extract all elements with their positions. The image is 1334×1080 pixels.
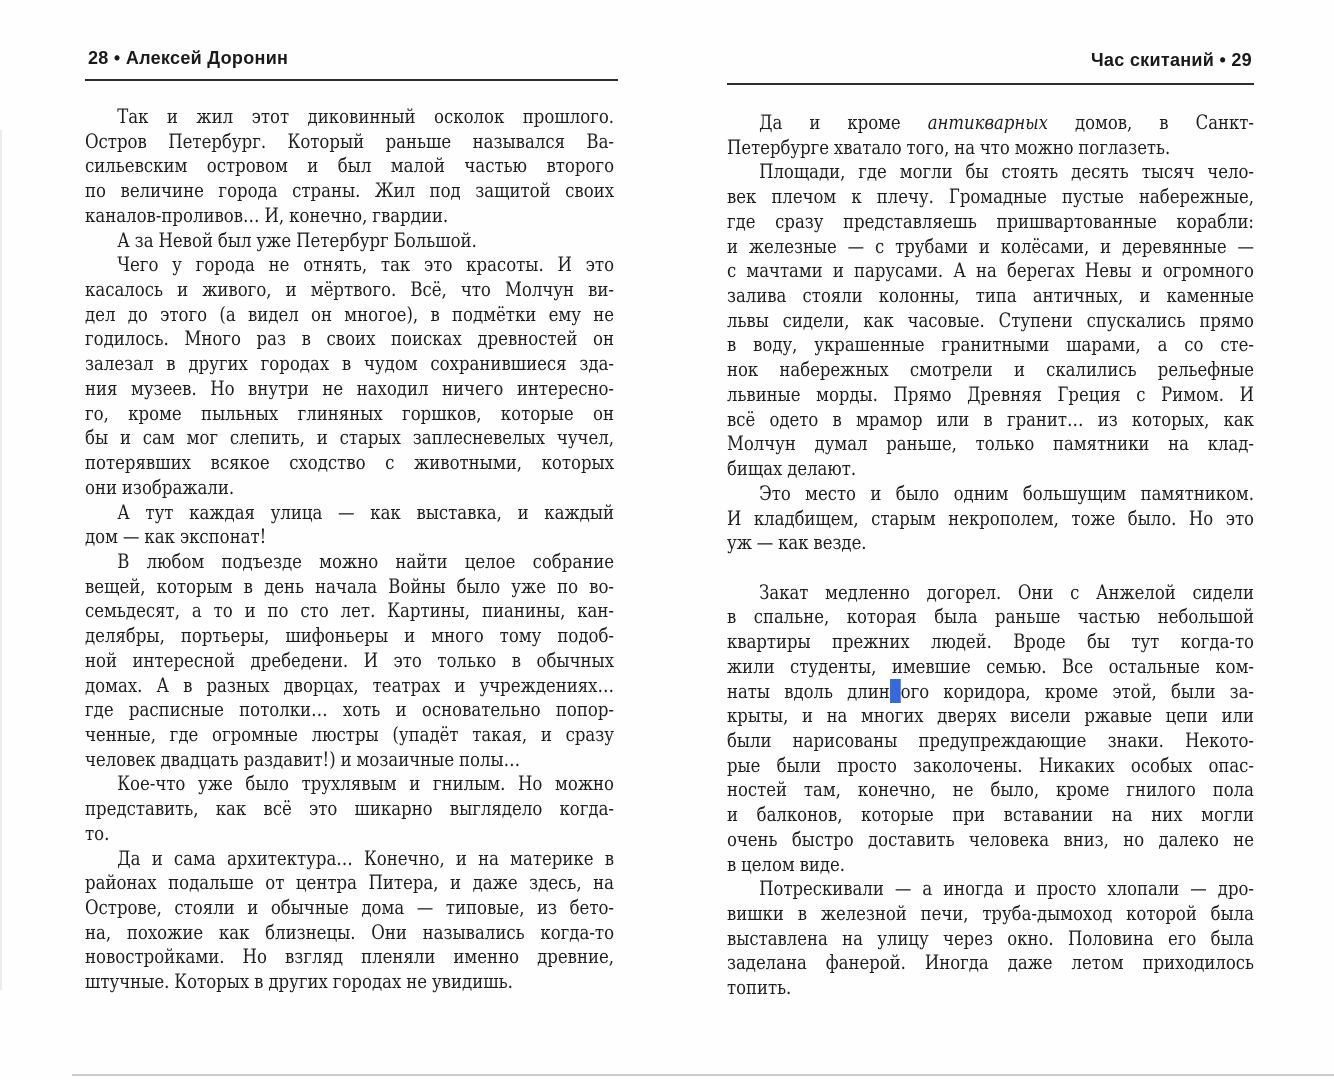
text-line (85, 475, 614, 500)
text-line (85, 747, 614, 772)
text-line (727, 506, 1254, 531)
text-line (727, 407, 1254, 432)
text-segment: в воду, украшенные гранитными шарами, а со сте- (727, 332, 1254, 357)
text-segment: Чего у города не отнять, так это красоты. И это (117, 252, 615, 277)
text-cursor: н (889, 678, 901, 703)
scan-left-edge (0, 130, 2, 990)
text-segment: и железные — с трубами и колёсами, и деревянные — (727, 233, 1254, 258)
text-line (85, 821, 614, 846)
text-segment: ной интересной дребедени. И это только в обычных (85, 647, 615, 672)
text-segment: человек двадцать раздавит!) и мозаичные полы… (85, 746, 521, 771)
text-line (727, 802, 1254, 827)
text-segment: В любом подъезде можно найти целое собрание (117, 548, 615, 573)
text-segment: крыты, и на многих дверях висели ржавые цепи или (727, 703, 1254, 728)
text-line (727, 357, 1254, 382)
text-segment: в целом виде. (727, 851, 845, 876)
text-line (85, 623, 614, 648)
text-segment: квартиры прежних людей. Вроде бы тут когда-то (727, 629, 1254, 654)
text-line (85, 944, 614, 969)
text-segment: домов, в Санкт- (1047, 110, 1254, 134)
text-line (85, 648, 614, 673)
text-line (727, 827, 1254, 852)
text-line (727, 530, 1254, 555)
text-line (85, 129, 614, 154)
text-segment: представить, как всё это шикарно выглядело когда- (85, 796, 615, 821)
text-segment: очень быстро доставить человека вниз, но далеко не (727, 826, 1254, 851)
text-segment: наты вдоль длин (727, 678, 890, 703)
text-segment: дел до этого (а видел он многое), в подмётки ему не (85, 301, 615, 326)
text-line (85, 500, 614, 525)
text-segment: были нарисованы предупреждающие знаки. Некото- (727, 727, 1254, 752)
text-line (727, 159, 1254, 184)
text-segment: бы и сам мог слепить, и старых заплесневелых чучел, (85, 425, 615, 450)
text-segment: А тут каждая улица — как выставка, и каждый (117, 499, 615, 524)
text-segment: Так и жил этот диковинный осколок прошлого. (117, 104, 615, 128)
text-segment: Это место и было одним большущим памятником. (759, 480, 1254, 505)
text-line (727, 654, 1254, 679)
text-segment: И кладбищем, старым некрополем, тоже было. Но это (727, 505, 1254, 530)
text-segment: ого коридора, кроме этой, были за- (900, 678, 1254, 703)
text-segment: ния музеев. Но внутри не находил ничего интересно- (85, 375, 615, 400)
text-line (85, 203, 614, 228)
text-segment: бищах делают. (727, 456, 857, 481)
text-line (727, 110, 1254, 135)
text-line (727, 604, 1254, 629)
left-header-rule (85, 79, 618, 81)
text-segment: вишки в железной печи, труба-дымоход которой была (727, 901, 1254, 925)
text-segment: Кое-что уже было трухлявым и гнилым. Но можно (117, 771, 615, 796)
left-page-header: 28 • Алексей Доронин (88, 48, 289, 68)
text-segment: Потрескивали — а иногда и просто хлопали — дро- (759, 876, 1254, 901)
text-line (727, 431, 1254, 456)
text-line (85, 302, 614, 327)
text-segment: каналов-проливов… И, конечно, гвардии. (85, 202, 449, 227)
text-line (85, 277, 614, 302)
text-line (727, 258, 1254, 283)
text-line (85, 326, 614, 351)
text-line (727, 679, 1254, 704)
text-line (727, 308, 1254, 333)
text-line (85, 153, 614, 178)
text-line (727, 481, 1254, 506)
text-line (85, 574, 614, 599)
text-segment: жили студенты, имевшие семью. Все остальные ком- (727, 653, 1254, 678)
text-segment: по величине города страны. Жил под защитой своих (85, 178, 615, 203)
text-segment: дом — как экспонат! (85, 524, 267, 549)
text-line (727, 728, 1254, 753)
text-line (727, 184, 1254, 209)
text-segment: Молчун думал раньше, только памятники на клад- (727, 431, 1254, 456)
text-line (727, 382, 1254, 407)
text-segment: топить. (727, 975, 792, 1000)
text-segment: уж — как везде. (727, 530, 867, 555)
text-line (85, 771, 614, 796)
text-line (727, 753, 1254, 778)
text-segment: и балконов, которые при вставании на них могли (727, 802, 1254, 827)
text-line (85, 401, 614, 426)
text-line (727, 950, 1254, 975)
scan-bottom-edge (72, 1074, 1334, 1076)
text-segment: где сразу представляешь пришвартованные корабли: (727, 208, 1254, 233)
text-segment: на, похожие как близнецы. Они назывались когда-то (85, 919, 615, 944)
text-segment: домах. А в разных дворцах, театрах и учреждениях… (85, 672, 615, 697)
left-page-body (85, 104, 614, 994)
text-segment: львы сидели, как часовые. Ступени спускались прямо (727, 307, 1254, 332)
text-line (727, 209, 1254, 234)
text-segment: заделана фанерой. Иногда даже летом приходилось (727, 950, 1254, 975)
text-segment: Да и кроме (759, 110, 928, 134)
text-line (85, 524, 614, 549)
text-segment: го, кроме пыльных глиняных горшков, которые он (85, 400, 615, 425)
text-line (85, 425, 614, 450)
text-segment: годилось. Много раз в своих поисках древностей он (85, 326, 615, 351)
text-segment: ченные, где огромные люстры (упадёт такая, и сразу (85, 721, 615, 746)
text-segment: Петербурге хватало того, на что можно поглазеть. (727, 134, 1171, 159)
text-segment: с мачтами и парусами. А на берегах Невы и огромного (727, 258, 1254, 283)
text-segment: в спальне, которая была раньше частью небольшой (727, 604, 1254, 629)
text-segment: они изображали. (85, 474, 235, 499)
blank-line (727, 555, 1254, 580)
text-line (727, 901, 1254, 926)
text-line (85, 549, 614, 574)
text-line (727, 283, 1254, 308)
text-line (85, 846, 614, 871)
text-segment: вещей, которым в день начала Войны было уже по во- (85, 573, 615, 598)
left-page (85, 0, 618, 1080)
text-line (727, 777, 1254, 802)
text-segment: где расписные потолки… хоть и основательно попор- (85, 697, 615, 722)
text-segment: львиные морды. Прямо Древняя Греция с Римом. И (727, 381, 1254, 406)
text-line (727, 703, 1254, 728)
right-page-body (727, 110, 1254, 1000)
italic-word: антикварных (927, 110, 1048, 134)
text-segment: потерявших всякое сходство с животными, которых (85, 450, 615, 475)
text-line (727, 629, 1254, 654)
text-line (727, 975, 1254, 1000)
text-segment: районах подальше от центра Питера, и даже здесь, на (85, 870, 615, 895)
text-segment: Острове, стояли и обычные дома — типовые, из бето- (85, 895, 615, 919)
text-line (727, 332, 1254, 357)
right-header-rule (727, 83, 1254, 85)
text-line (85, 697, 614, 722)
text-segment: залива стояли колонны, типа античных, и каменные (727, 283, 1254, 308)
right-page-header: Час скитаний • 29 (1090, 50, 1252, 70)
text-segment: Остров Петербург. Который раньше назывался Ва- (85, 128, 615, 153)
text-segment: штучные. Которых в других городах не увидишь. (85, 969, 513, 994)
text-line (727, 135, 1254, 160)
text-line (85, 351, 614, 376)
text-segment: А за Невой был уже Петербург Большой. (117, 227, 477, 252)
text-line (727, 580, 1254, 605)
text-line (85, 252, 614, 277)
text-segment: нок набережных смотрели и скалились рельефные (727, 357, 1254, 382)
text-line (727, 234, 1254, 259)
text-segment: ностей там, конечно, не было, кроме гнилого пола (727, 777, 1254, 802)
text-line (85, 376, 614, 401)
text-line (85, 969, 614, 994)
text-segment: рые были просто заколочены. Никаких особых опас- (727, 752, 1254, 777)
text-line (85, 178, 614, 203)
text-line (85, 722, 614, 747)
text-line (85, 450, 614, 475)
text-segment: новостройками. Но взгляд пленяли именно древние, (85, 944, 615, 969)
text-line (85, 870, 614, 895)
text-line (85, 104, 614, 129)
text-segment: выставлена на улицу через окно. Половина его была (727, 925, 1254, 950)
text-line (85, 598, 614, 623)
text-line (727, 456, 1254, 481)
text-segment: то. (85, 820, 110, 845)
text-line (727, 876, 1254, 901)
text-segment: семьдесят, а то и по сто лет. Картины, пианины, кан- (85, 598, 615, 623)
text-segment: сильевским островом и был малой частью второго (85, 153, 615, 178)
text-line (85, 673, 614, 698)
text-segment: Да и сама архитектура… Конечно, и на материке в (117, 845, 615, 870)
text-line (85, 796, 614, 821)
text-segment: Площади, где могли бы стоять десять тысяч чело- (759, 159, 1254, 184)
text-segment: делябры, портьеры, шифоньеры и много тому подоб- (85, 623, 615, 648)
text-line (85, 228, 614, 253)
text-line (727, 852, 1254, 877)
text-segment: залезал в других городах в чудом сохранившиеся зда- (85, 351, 615, 376)
text-line (85, 895, 614, 920)
text-line (727, 926, 1254, 951)
text-line (85, 920, 614, 945)
text-segment: Закат медленно догорел. Они с Анжелой сидели (759, 579, 1254, 604)
right-page (727, 0, 1254, 1080)
text-segment: век плечом к плечу. Громадные пустые набережные, (727, 184, 1254, 209)
text-segment: касалось и живого, и мёртвого. Всё, что Молчун ви- (85, 277, 615, 302)
text-segment: всё одето в мрамор или в гранит… из которых, как (727, 406, 1254, 431)
